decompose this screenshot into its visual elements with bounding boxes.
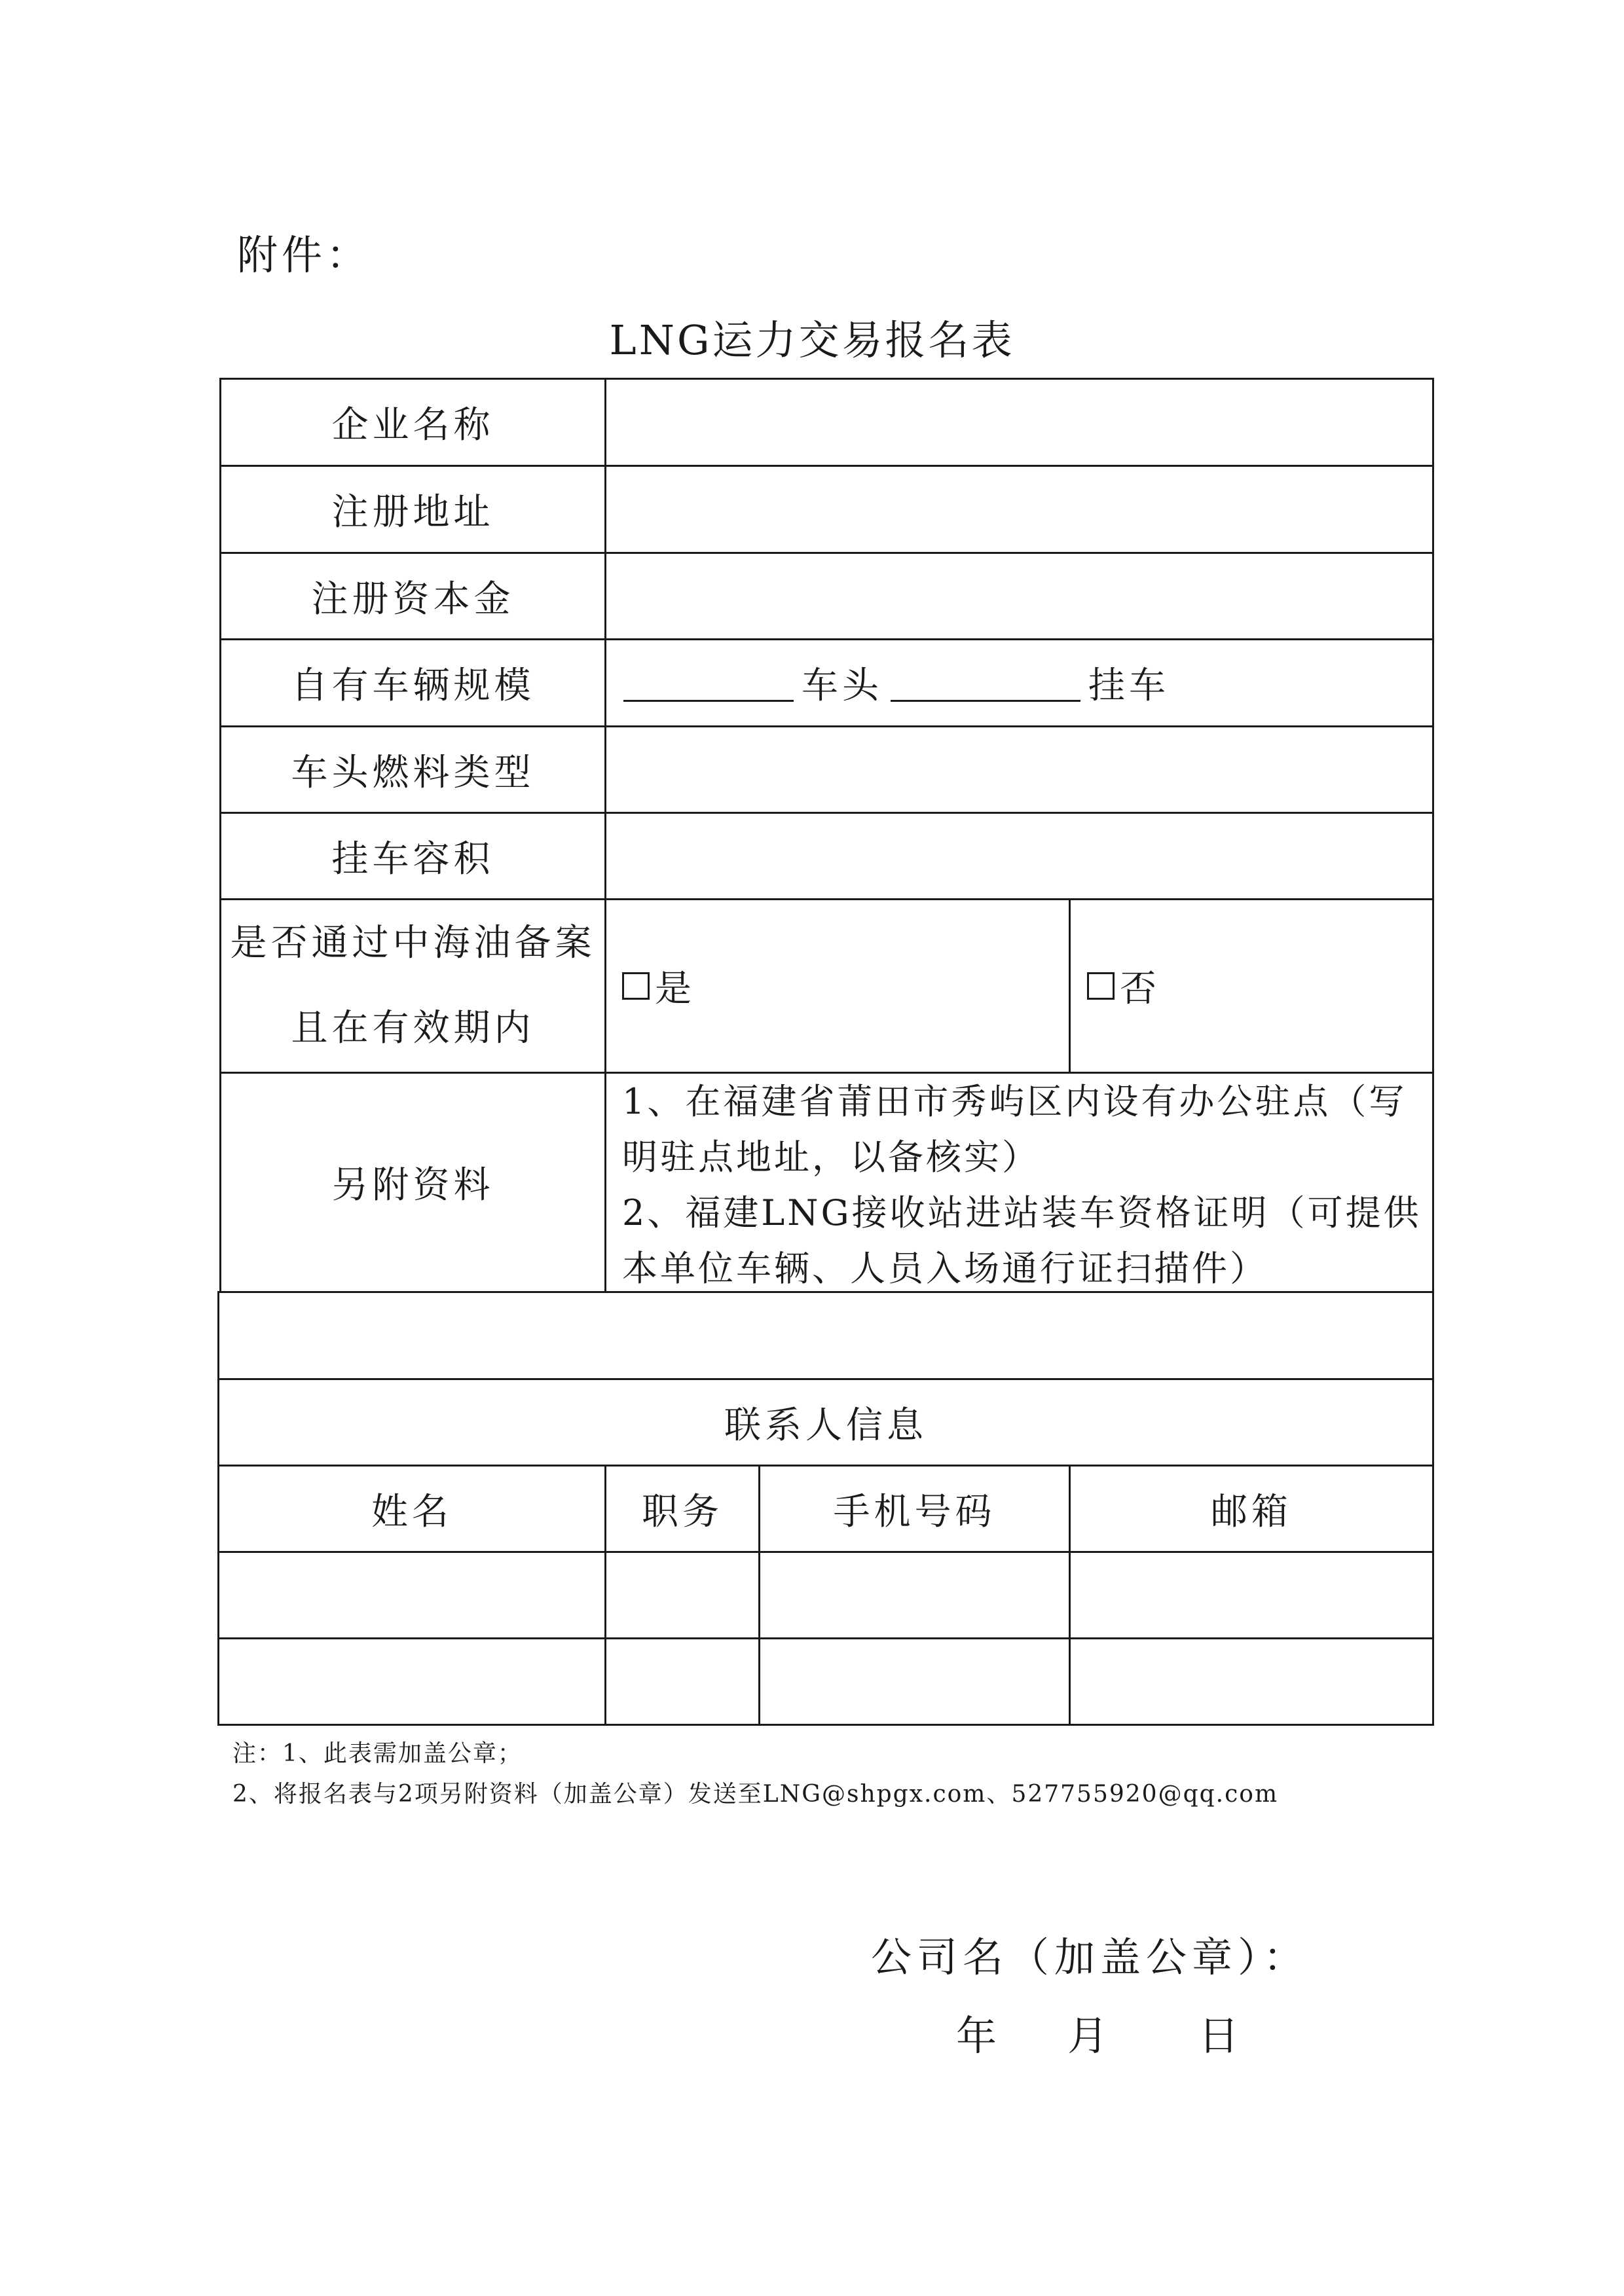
- form-title: LNG运力交易报名表: [609, 316, 1015, 364]
- option-no-label: 否: [1120, 968, 1160, 1010]
- attachment-label: 附件：: [237, 231, 371, 279]
- company-seal-label: 公司名（加盖公章）：: [871, 1933, 1310, 1981]
- contact-name-cell[interactable]: [219, 1553, 604, 1637]
- extra-materials-label: 另附资料: [331, 1164, 494, 1207]
- contact-position-cell[interactable]: [606, 1639, 758, 1724]
- column-header-phone: 手机号码: [833, 1490, 996, 1533]
- cnooc-record-label-line2: 且在有效期内: [291, 1007, 535, 1049]
- contact-email-cell[interactable]: [1071, 1639, 1432, 1724]
- note-line-2: 2、将报名表与2项另附资料（加盖公章）发送至LNG@shpgx.com、527755920@qq.com: [232, 1781, 1279, 1808]
- extra-material-line: 明驻点地址，以备核实）: [622, 1137, 1040, 1178]
- registered-address-label: 注册地址: [331, 491, 494, 534]
- company-name-field[interactable]: [606, 380, 1432, 465]
- contact-phone-cell[interactable]: [760, 1639, 1069, 1724]
- extra-materials-list: [622, 1074, 1428, 1296]
- option-yes-label: 是: [655, 968, 695, 1010]
- contact-position-cell[interactable]: [606, 1553, 758, 1637]
- tractor-count-blank[interactable]: [623, 665, 794, 702]
- extra-material-line: 本单位车辆、人员入场通行证扫描件）: [622, 1248, 1268, 1289]
- fleet-size-label: 自有车辆规模: [291, 665, 535, 707]
- trailer-unit-label: 挂车: [1088, 665, 1170, 707]
- company-name-label: 企业名称: [331, 404, 494, 446]
- trailer-count-blank[interactable]: [891, 665, 1080, 702]
- extra-material-line: 2、福建LNG接收站进站装车资格证明（可提供: [622, 1192, 1422, 1233]
- extra-material-line: 1、在福建省莆田市秀屿区内设有办公驻点（写: [622, 1081, 1407, 1122]
- column-header-name: 姓名: [371, 1490, 452, 1533]
- blank-row[interactable]: [219, 1293, 1432, 1378]
- cnooc-record-label: [221, 900, 604, 1072]
- column-header-position: 职务: [642, 1490, 723, 1533]
- registered-address-field[interactable]: [606, 467, 1432, 552]
- no-checkbox[interactable]: [1087, 972, 1115, 1000]
- option-yes[interactable]: [622, 900, 1067, 1072]
- contact-section-heading: 联系人信息: [724, 1404, 927, 1447]
- fleet-size-field: [616, 640, 1428, 725]
- registered-capital-label: 注册资本金: [311, 577, 515, 621]
- contact-phone-cell[interactable]: [760, 1553, 1069, 1637]
- registered-capital-field[interactable]: [606, 554, 1432, 638]
- yes-checkbox[interactable]: [622, 972, 650, 1000]
- date-month-label: 月: [1067, 2012, 1114, 2060]
- tractor-fuel-type-field[interactable]: [606, 727, 1432, 812]
- column-header-email: 邮箱: [1211, 1490, 1292, 1533]
- option-no[interactable]: [1087, 900, 1431, 1072]
- tractor-fuel-type-label: 车头燃料类型: [291, 751, 535, 794]
- tractor-unit-label: 车头: [802, 665, 883, 707]
- trailer-volume-field[interactable]: [606, 814, 1432, 898]
- note-line-1: 注：1、此表需加盖公章；: [232, 1740, 523, 1767]
- cnooc-record-label-line1: 是否通过中海油备案: [230, 922, 596, 964]
- date-year-label: 年: [956, 2012, 1003, 2060]
- date-day-label: 日: [1198, 2012, 1245, 2060]
- trailer-volume-label: 挂车容积: [331, 837, 494, 881]
- contact-email-cell[interactable]: [1071, 1553, 1432, 1637]
- contact-name-cell[interactable]: [219, 1639, 604, 1724]
